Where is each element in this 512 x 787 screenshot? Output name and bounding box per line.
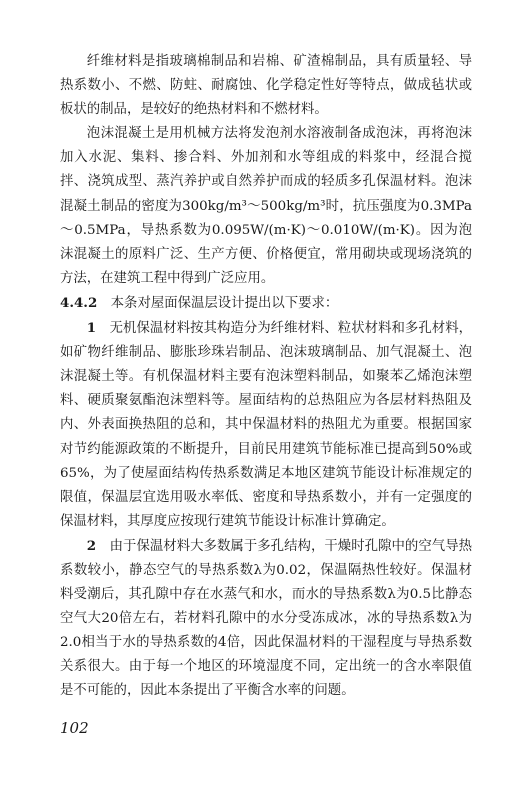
paragraph-foam-concrete: 泡沫混凝土是用机械方法将发泡剂水溶液制备成泡沫，再将泡沫加入水泥、集料、掺合料、外加剂和水等组成的料浆中，经混合搅拌、浇筑成型、蒸汽养护或自然养护而成的轻质多孔保温材料。泡沫混凝土制品的密度为300kg/m³～500kg/m³时，抗压强度为0.3MPa～0.5MPa，导热系数为0.095W/(m·K)～0.010W/(m·K)。因为泡沫混凝土的原料广泛、生产方便、价格便宜，常用砌块或现场浇筑的方法，在建筑工程中得到广泛应用。 (60, 126, 472, 286)
body-text (60, 50, 472, 704)
list-item-1 (60, 316, 472, 534)
section-number: 4.4.2 (60, 294, 98, 311)
page-number: 102 (60, 719, 89, 737)
item-text-1: 无机保温材料按其构造分为纤维材料、粒状材料和多孔材料，如矿物纤维制品、膨胀珍珠岩制品、泡沫玻璃制品、加气混凝土、泡沫混凝土等。有机保温材料主要有泡沫塑料制品，如聚苯乙烯泡沫塑料、硬质聚氨酯泡沫塑料等。屋面结构的总热阻应为各层材料热阻及内、外表面换热阻的总和，其中保温材料的热阻尤为重要。根据国家对节约能源政策的不断提升，目前民用建筑节能标准已提高到50%或65%，为了使屋面结构传热系数满足本地区建筑节能设计标准规定的限值，保温层宜选用吸水率低、密度和导热系数小，并有一定强度的保温材料，其厚度应按现行建筑节能设计标准计算确定。 (60, 321, 473, 529)
item-number-2: 2 (86, 537, 97, 554)
section-text: 本条对屋面保温层设计提出以下要求： (110, 295, 339, 311)
section-4-4-2 (60, 291, 472, 316)
paragraph-fiber-materials: 纤维材料是指玻璃棉制品和岩棉、矿渣棉制品，具有质量轻、导热系数小、不燃、防蛀、耐腐蚀、化学稳定性好等特点，做成毡状或板状的制品，是较好的绝热材料和不燃材料。 (60, 54, 472, 118)
list-item-2 (60, 534, 472, 704)
item-number-1: 1 (86, 320, 97, 337)
item-text-2: 由于保温材料大多数属于多孔结构，干燥时孔隙中的空气导热系数较小，静态空气的导热系数λ为0.02，保温隔热性较好。保温材料受潮后，其孔隙中存在水蒸气和水，而水的导热系数λ为0.5比静态空气大20倍左右，若材料孔隙中的水分受冻成冰，冰的导热系数λ为2.0相当于水的导热系数的4倍，因此保温材料的干湿程度与导热系数关系很大。由于每一个地区的环境湿度不同，定出统一的含水率限值是不可能的，因此本条提出了平衡含水率的问题。 (60, 538, 473, 699)
